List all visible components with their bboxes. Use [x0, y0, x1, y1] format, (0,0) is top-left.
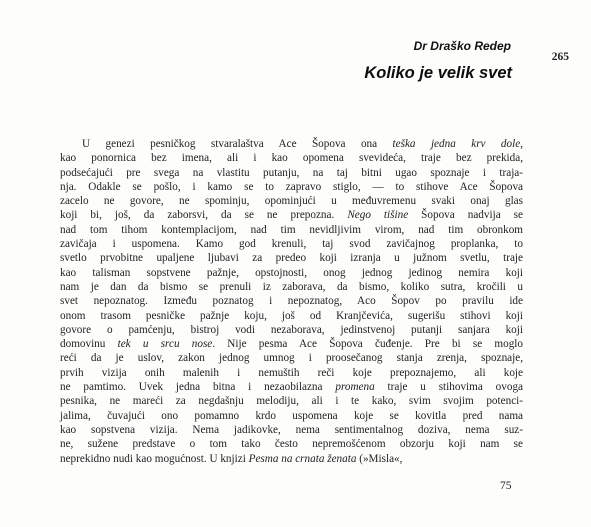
body-paragraph	[60, 137, 523, 466]
text-line	[60, 366, 523, 380]
text-segment: ne, sužene predstave o tom tako često nepremošćenom obzorju koji nam se	[60, 438, 523, 451]
text-line	[60, 180, 523, 194]
text-line	[60, 266, 523, 280]
text-segment: ,	[520, 138, 523, 150]
text-line	[60, 323, 523, 337]
text-line	[60, 166, 523, 180]
text-segment: . Nije pesma Ace Šopova čuđenje. Pre bi se moglo	[212, 338, 524, 351]
text-segment: jalima, čuvajući ono pomamno krdo uspomena koje se kovitla pred nama	[60, 409, 523, 422]
text-segment: nja. Odakle se pošlo, i kamo se to zapravo stiglo, — to stihove Ace Šopova	[60, 180, 523, 193]
text-line	[60, 151, 523, 165]
text-segment: govore o pamćenju, bistroj vodi nezaborava, jedinstvenoj putanji sanjara koji	[60, 323, 523, 336]
text-segment: nam je dan da bismo se prenuli iz zaborava, da bismo, koliko sutra, kročili u	[60, 280, 523, 293]
text-segment: traje u stihovima ovoga	[374, 381, 524, 394]
text-line	[60, 237, 523, 251]
text-line	[60, 452, 523, 466]
text-segment: kao ponornica bez imena, ali i kao opomena svevideća, traje bez prekida,	[60, 152, 523, 165]
chapter-title: Koliko je velik svet	[364, 64, 512, 82]
text-segment: ne pamtimo. Uvek jedna bitna i nezaobilazna	[60, 381, 336, 394]
text-segment: pesnika, ne mareći za negdašnju melodiju, ali i te kako, svim svojim potenci-	[60, 395, 523, 408]
text-segment: koji bi, još, da zaborsvi, da se ne prepozna.	[60, 209, 348, 222]
text-line	[60, 251, 523, 265]
header-page-number: 265	[551, 51, 569, 63]
text-segment: podsećajući pre svega na vlastitu putanju, na taj bitni ugao spoznaje i traja-	[60, 166, 523, 179]
italic-text: Nego tišine	[347, 209, 409, 222]
text-segment: svet nepoznatog. Između poznatog i nepoznatog, Aco Šopov po pravilu ide	[60, 295, 523, 308]
text-segment: domovinu	[60, 338, 118, 351]
author-name: Dr Draško Redep	[413, 39, 511, 53]
text-segment: prvih vizija onih malenih i nemuštih reči koje prepoznajemo, ali koje	[60, 366, 523, 379]
italic-text: promena	[335, 381, 375, 394]
text-segment: svetlo prvobitne upaljene ljubavi za predeo koji izranja u južnom svetlu, traje	[60, 252, 523, 265]
text-segment: nad tom tihom kontemplacijom, nad tim nevidljivim virom, nad tim obronkom	[60, 223, 523, 236]
text-line	[60, 380, 523, 394]
text-line	[60, 351, 523, 365]
text-segment: zavičaja i uspomena. Kamo god krenuli, taj svod zavičajnog proplanka, to	[60, 238, 523, 251]
italic-text: tek u srcu nose	[117, 338, 213, 351]
text-line	[60, 194, 523, 208]
italic-text: teška jedna krv dole	[392, 138, 521, 150]
text-line	[60, 294, 523, 308]
text-line	[60, 309, 523, 323]
text-segment: (»Misla«,	[356, 452, 403, 465]
text-segment: kao talisman sopstvene pažnje, opstojnosti, onog jednog jedinog nemira koji	[60, 266, 523, 279]
text-line	[60, 208, 523, 222]
text-line	[60, 137, 523, 151]
text-line	[60, 223, 523, 237]
text-line	[60, 394, 523, 408]
italic-text: Pesma na crnata ženata	[248, 452, 357, 465]
text-segment: neprekidno nudi kao mogućnost. U knjizi	[60, 452, 249, 465]
text-line	[60, 423, 523, 437]
text-segment: reći da je uslov, zakon jednog umnog i proosečanog stanja zrenja, spoznaje,	[60, 352, 523, 365]
text-line	[60, 437, 523, 451]
text-line	[60, 280, 523, 294]
text-line	[60, 337, 523, 351]
text-segment: kao sopstvena vizija. Nema jadikovke, nema sentimentalnog doziva, nema suz-	[60, 423, 523, 436]
text-segment: zacelo ne govore, ne spominju, opominjući u međuvremenu svaki onaj glas	[60, 195, 523, 208]
text-segment: onom trasom pesničke pažnje koju, još od Kranjčevića, sugerišu stihovi koji	[60, 309, 523, 322]
text-line	[60, 409, 523, 423]
text-segment: U genezi pesničkog stvaralaštva Ace Šopova ona	[82, 138, 393, 150]
footer-page-number: 75	[500, 480, 512, 492]
text-segment: Šopova nadvija se	[408, 209, 524, 222]
